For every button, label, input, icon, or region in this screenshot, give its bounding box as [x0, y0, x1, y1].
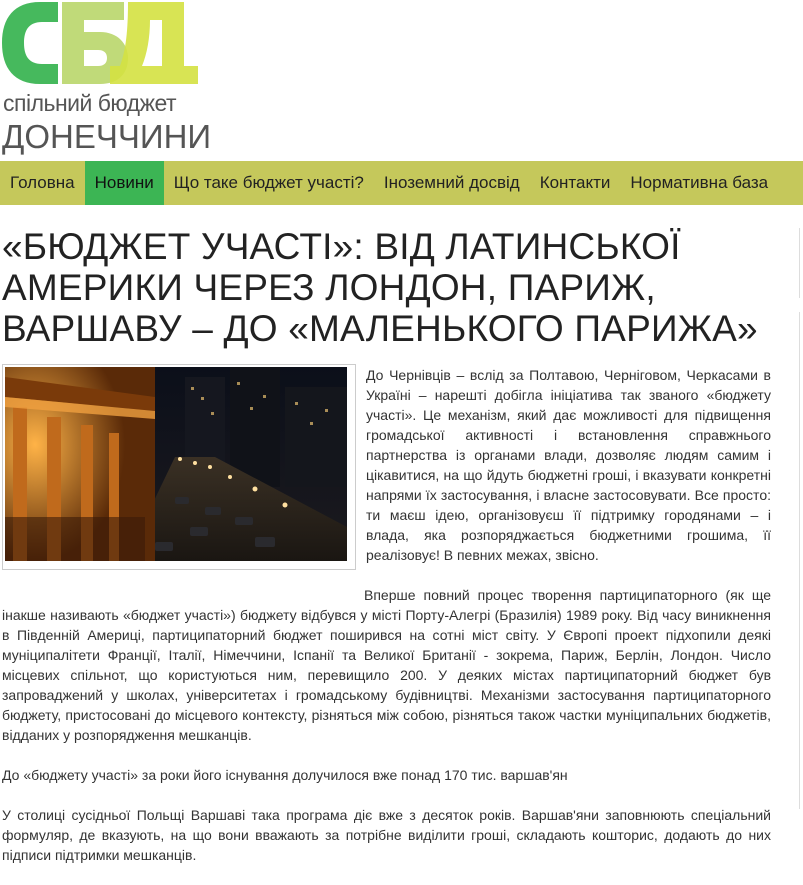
nav-home[interactable]: Головна — [10, 173, 75, 192]
article-paragraph: До «бюджету участі» за роки його існування долучилося вже понад 170 тис. варшав'ян — [2, 767, 568, 783]
nav-foreign-experience[interactable]: Іноземний досвід — [383, 173, 520, 192]
logo-tagline: спільний бюджет — [3, 90, 177, 116]
sidebar-divider — [799, 312, 800, 809]
logo-region: ДОНЕЧЧИНИ — [2, 118, 212, 155]
article-paragraph: У столиці сусідньої Польщі Варшаві така програма діє вже з десяток років. Варшав'яни заповнюють спеціальний формуляр, де вказують, на що вони вважають за потрібне виділити гроші, складають кошторис, додають до них підписи підтримки мешканців. — [2, 807, 771, 863]
main-nav — [0, 161, 803, 205]
nav-regulations[interactable]: Нормативна база — [630, 173, 769, 192]
logo-mark — [0, 0, 210, 92]
site-logo[interactable] — [0, 0, 210, 160]
nav-news[interactable]: Новини — [85, 161, 164, 205]
nav-contacts[interactable]: Контакти — [539, 173, 611, 192]
article-title: «БЮДЖЕТ УЧАСТІ»: ВІД ЛАТИНСЬКОЇ АМЕРИКИ ЧЕРЕЗ ЛОНДОН, ПАРИЖ, ВАРШАВУ – ДО «МАЛЕНЬКОГО ПАРИЖА» — [2, 226, 758, 349]
night-city-street-image — [5, 367, 347, 561]
article-paragraph: До Чернівців – вслід за Полтавою, Черніговом, Черкасами в Україні – нарешті добігла ініціатива так званого «бюджету участі». Це механізм, який дає можливості для підвищення громадської активності і встановлення справжнього партнерства із органами влади, дозволяє людям самим і цікавитися, на що йдуть бюджетні гроші, і вказувати конкретні напрями їх застосування, і власне застосовувати. Все просто: ти маєш ідею, організовуєш її підтримку городянами – і влада, яка розпоряджається бюджетними грошима, її реалізовує! В певних межах, звісно. — [366, 367, 771, 563]
nav-what-is-budget[interactable]: Що таке бюджет участі? — [173, 173, 364, 192]
article-paragraph: Вперше повний процес творення партиципаторного (як ще інакше називають «бюджет участі») бюджету відбувся у місті Порту-Алегрі (Бразилія) 1989 року. Від часу виникнення в Південній Америці, партиципаторний бюджет поширився на сотні міст світу. У Європі проект підхопили деякі муніципалітети Франції, Італії, Німеччини, Іспанії та Великої Британії - зокрема, Париж, Берлін, Лондон. Число місцевих спільнот, що користуються ним, перевищило 200. У деяких містах партиципаторний бюджет був запроваджений у школах, університетах і громадському будівництві. Механізми застосування партиципаторного бюджету, пристосовані до місцевого контексту, різняться між собою, різняться також частки муніципальних бюджетів, відданих у розпорядження мешканців. — [2, 587, 771, 743]
article-image — [2, 364, 356, 570]
sidebar-divider — [799, 228, 800, 298]
